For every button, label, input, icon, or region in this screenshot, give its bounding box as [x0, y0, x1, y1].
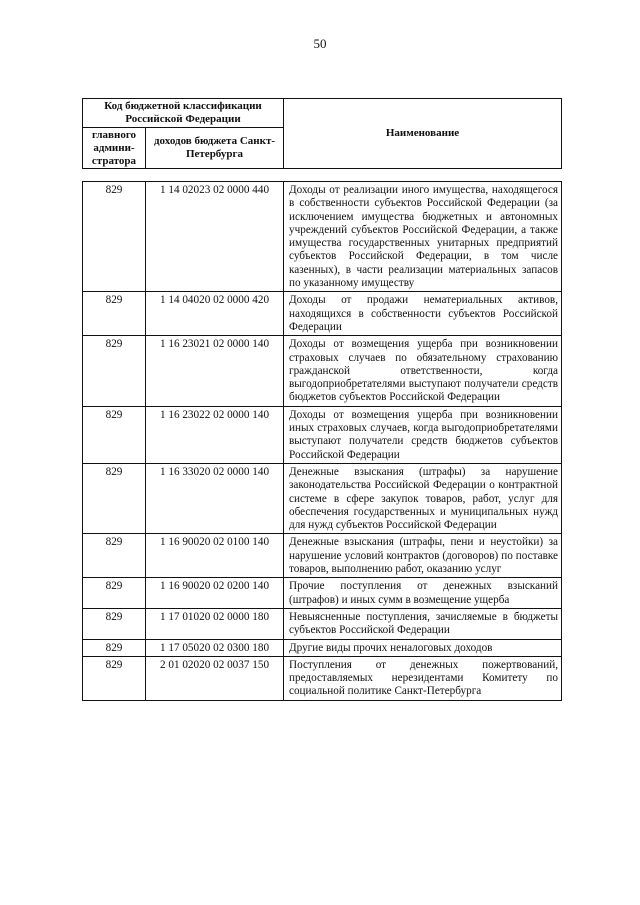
- table-body: [82, 181, 562, 701]
- header-group-title: Код бюджетной классификации Российской Федерации: [83, 99, 284, 128]
- cell-admin: 829: [83, 292, 146, 336]
- table-row: [83, 406, 562, 463]
- cell-name: Поступления от денежных пожертвований, предоставляемых нерезидентами Комитету по социальной политике Санкт-Петербурга: [284, 656, 562, 700]
- cell-code: 1 16 33020 02 0000 140: [146, 463, 284, 533]
- cell-code: 1 14 04020 02 0000 420: [146, 292, 284, 336]
- cell-code: 1 14 02023 02 0000 440: [146, 182, 284, 292]
- cell-admin: 829: [83, 463, 146, 533]
- cell-name: Доходы от реализации иного имущества, находящегося в собственности субъектов Российской Федерации (за исключением имущества бюджетных и автономных учреждений субъектов Российской Федерации, а также имущества государственных унитарных предприятий субъектов Российской Федерации, в том числе казенных), в части реализации материальных запасов по указанному имуществу: [284, 182, 562, 292]
- table-row: [83, 608, 562, 639]
- cell-name: Прочие поступления от денежных взысканий (штрафов) и иных сумм в возмещение ущерба: [284, 578, 562, 609]
- cell-code: 2 01 02020 02 0037 150: [146, 656, 284, 700]
- table-row: [83, 639, 562, 656]
- cell-name: Денежные взыскания (штрафы) за нарушение законодательства Российской Федерации о контрактной системе в сфере закупок товаров, работ, услуг для обеспечения государственных и муниципальных нужд для нужд субъектов Российской Федерации: [284, 463, 562, 533]
- cell-admin: 829: [83, 656, 146, 700]
- page-number: 50: [313, 36, 327, 51]
- table-row: [83, 292, 562, 336]
- table-row: [83, 534, 562, 578]
- cell-admin: 829: [83, 608, 146, 639]
- cell-name: Доходы от продажи нематериальных активов, находящихся в собственности субъектов Российской Федерации: [284, 292, 562, 336]
- header-col-admin: главного админи-стратора: [83, 128, 146, 169]
- table-row: [83, 182, 562, 292]
- cell-name: Невыясненные поступления, зачисляемые в бюджеты субъектов Российской Федерации: [284, 608, 562, 639]
- table-row: [83, 463, 562, 533]
- header-col-name: Наименование: [284, 99, 562, 169]
- table-row: [83, 578, 562, 609]
- cell-code: 1 16 90020 02 0200 140: [146, 578, 284, 609]
- cell-admin: 829: [83, 182, 146, 292]
- cell-admin: 829: [83, 534, 146, 578]
- cell-code: 1 17 05020 02 0300 180: [146, 639, 284, 656]
- cell-admin: 829: [83, 639, 146, 656]
- table-row: [83, 656, 562, 700]
- cell-name: Доходы от возмещения ущерба при возникновении иных страховых случаев, когда выгодоприобретателями выступают получатели средств бюджетов субъектов Российской Федерации: [284, 406, 562, 463]
- cell-code: 1 16 23021 02 0000 140: [146, 336, 284, 406]
- cell-code: 1 16 23022 02 0000 140: [146, 406, 284, 463]
- cell-name: Доходы от возмещения ущерба при возникновении страховых случаев по обязательному страхованию гражданской ответственности, когда выгодоприобретателями выступают получатели средств бюджетов субъектов Российской Федерации: [284, 336, 562, 406]
- cell-admin: 829: [83, 406, 146, 463]
- cell-name: Другие виды прочих неналоговых доходов: [284, 639, 562, 656]
- table-row: [83, 336, 562, 406]
- cell-name: Денежные взыскания (штрафы, пени и неустойки) за нарушение условий контрактов (договоров) по поставке товаров, выполнению работ, оказанию услуг: [284, 534, 562, 578]
- cell-admin: 829: [83, 578, 146, 609]
- cell-code: 1 17 01020 02 0000 180: [146, 608, 284, 639]
- cell-code: 1 16 90020 02 0100 140: [146, 534, 284, 578]
- table-header: [82, 98, 562, 169]
- cell-admin: 829: [83, 336, 146, 406]
- header-col-income: доходов бюджета Санкт-Петербурга: [146, 128, 284, 169]
